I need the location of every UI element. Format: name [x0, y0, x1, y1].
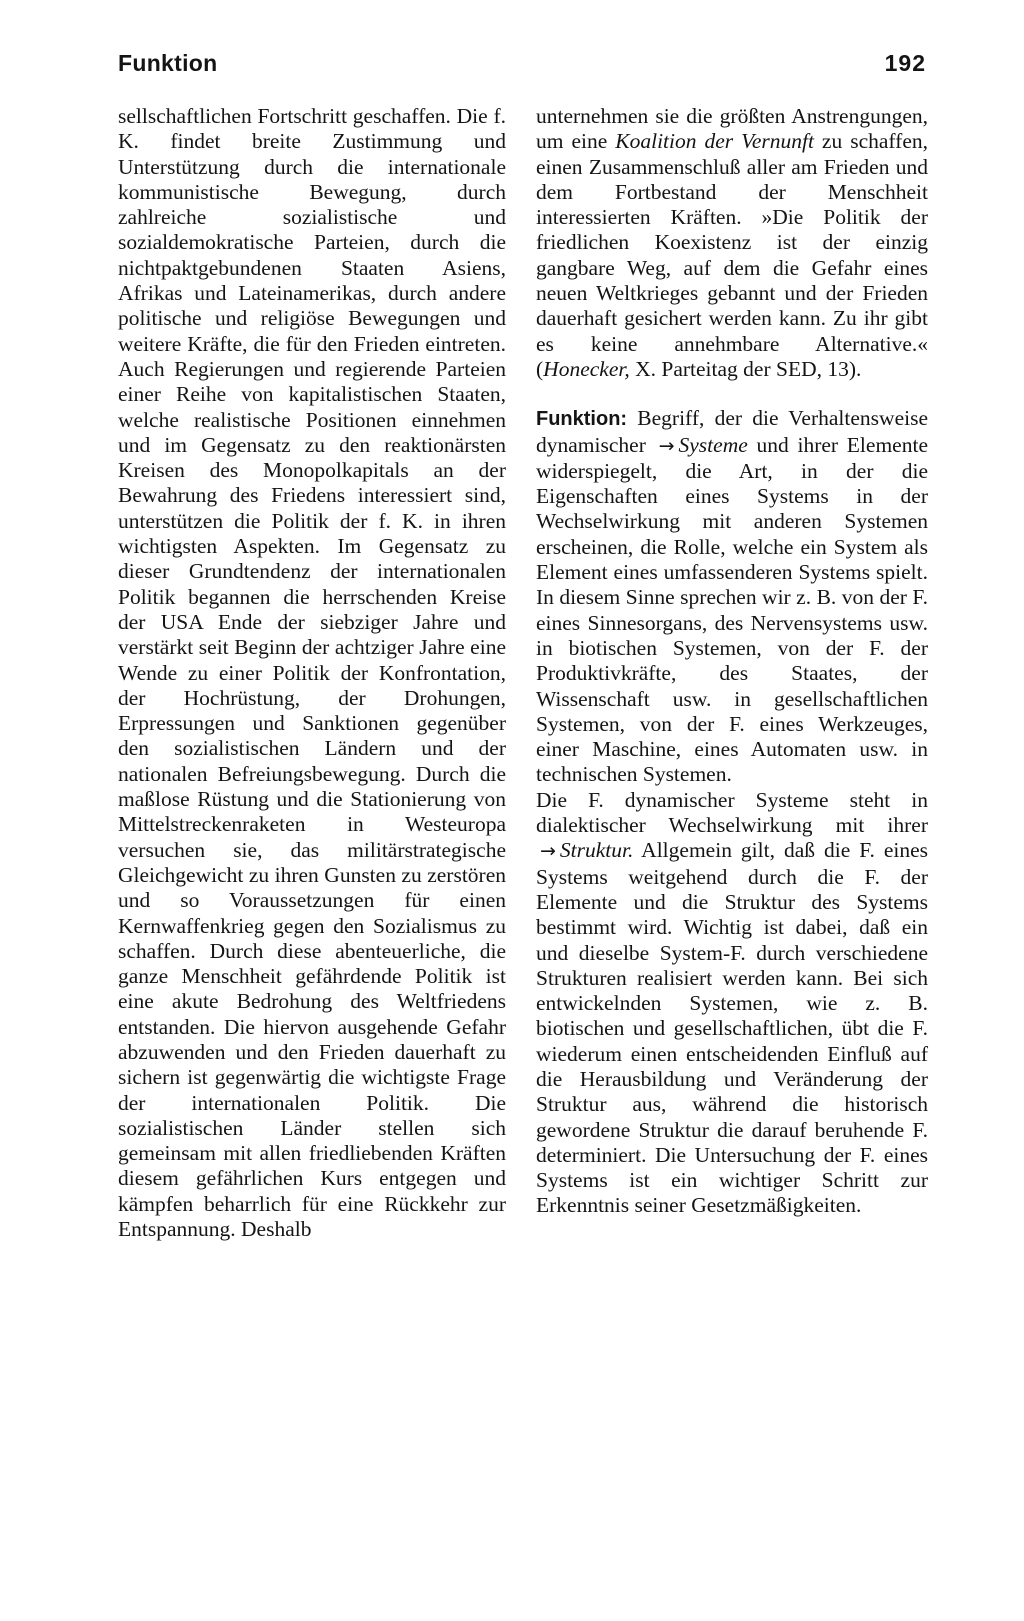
- running-head-term: Funktion: [118, 50, 218, 76]
- entry-headword: Funktion:: [536, 408, 628, 431]
- left-column-paragraph: sellschaftlichen Fortschritt geschaffen. Die f. K. findet breite Zustimmung und Unterstützung durch die internationale kommunistische Bewegung, durch zahlreiche sozialistische und sozialdemokratische Parteien, durch die nichtpaktgebundenen Staaten Asiens, Afrikas und Lateinamerikas, durch andere politische und religiöse Bewegungen und weitere Kräfte, die für den Frieden eintreten. Auch Regierungen und regierende Parteien einer Reihe von kapitalistischen Staaten, welche realistische Positionen einnehmen und im Gegensatz zu den reaktionärsten Kreisen des Monopolkapitals an der Bewahrung des Friedens interessiert sind, unterstützen die Politik der f. K. in ihren wichtigsten Aspekten. Im Gegensatz zu dieser Grundtendenz der internationalen Politik begannen die herrschenden Kreise der USA Ende der siebziger Jahre und verstärkt seit Beginn der achtziger Jahre eine Wende zu einer Politik der Konfrontation, der Hochrüstung, der Drohungen, Erpressungen und Sanktionen gegenüber den sozialistischen Ländern und der nationalen Befreiungsbewegung. Durch die maßlose Rüstung und die Stationierung von Mittelstreckenraketen in Westeuropa versuchen sie, das militärstrategische Gleichgewicht zu ihren Gunsten zu zerstören und so Voraussetzungen für einen Kernwaffenkrieg gegen den Sozialismus zu schaffen. Durch diese abenteuerliche, die ganze Menschheit gefährdende Politik ist eine akute Bedrohung des Weltfriedens entstanden. Die hiervon ausgehende Gefahr abzuwenden und den Frieden dauerhaft zu sichern ist gegenwärtig die wichtigste Frage der internationalen Politik. Die sozialistischen Länder stellen sich gemeinsam mit allen friedliebenden Kräften diesem gefährlichen Kurs entgegen und kämpfen beharrlich für eine Rückkehr zur Entspannung. Deshalb: [118, 104, 506, 1242]
- text-run: Allgemein gilt, daß die F. eines Systems weitgehend durch die F. der Elemente und die Struktur des Systems bestimmt wird. Wichtig ist dabei, daß ein und dieselbe System-F. durch verschiedene Strukturen realisiert werden kann. Bei sich entwickelnden Systemen, wie z. B. biotischen und gesellschaftlichen, übt die F. wiederum einen entscheidenden Einfluß auf die Herausbildung und Veränderung der Struktur aus, während die historisch gewordene Struktur die darauf beruhende F. determiniert. Die Untersuchung der F. eines Systems ist ein wichtiger Schritt zur Erkenntnis seiner Gesetzmäßigkeiten.: [536, 838, 928, 1218]
- continuation-paragraph: [536, 104, 928, 382]
- cross-reference-arrow-icon: →: [658, 434, 675, 457]
- text-run: X. Parteitag der SED, 13).: [629, 356, 862, 381]
- italic-term-koalition: Koalition der Vernunft: [615, 129, 814, 154]
- text-run: und ihrer Elemente widerspiegelt, die Art, in der die Eigenschaften eines Systems in der Wechselwirkung mit anderen Systemen erscheinen, die Rolle, welche ein System als Element eines umfassenderen Systems spielt. In diesem Sinne sprechen wir z. B. von der F. eines Sinnesorgans, des Nervensystems usw. in biotischen Systemen, von der F. der Produktivkräfte, des Staates, der Wissenschaft usw. in gesellschaftlichen Systemen, von der F. eines Werkzeuges, einer Maschine, eines Automaten usw. in technischen Systemen.: [536, 432, 928, 787]
- entry-paragraph-struktur: [536, 788, 928, 1219]
- text-run: zu schaffen, einen Zusammenschluß aller am Frieden und dem Fortbestand der Menschheit interessierten Kräften. »Die Politik der friedlichen Koexistenz ist der einzig gangbare Weg, auf dem die Gefahr eines neuen Weltkrieges gebannt und der Frieden dauerhaft gesichert werden kann. Zu ihr gibt es keine annehmbare Alternative.« (: [536, 129, 928, 381]
- cross-reference-struktur: Struktur.: [559, 838, 634, 863]
- running-head: [118, 50, 926, 82]
- italic-source-author: Honecker,: [543, 356, 630, 381]
- text-run: Die F. dynamischer Systeme steht in dialektischer Wechselwirkung mit ihrer: [536, 787, 928, 838]
- text-run: unternehmen sie die größten Anstrengungen, um eine: [536, 104, 928, 154]
- cross-reference-systeme: Systeme: [678, 432, 748, 457]
- left-column: [118, 104, 506, 1242]
- dictionary-entry-funktion: [536, 406, 928, 787]
- right-column: [536, 104, 928, 1219]
- page-number: 192: [884, 50, 926, 76]
- text-run: Begriff, der die Verhaltensweise dynamischer: [536, 406, 928, 457]
- cross-reference-arrow-icon: →: [540, 840, 556, 863]
